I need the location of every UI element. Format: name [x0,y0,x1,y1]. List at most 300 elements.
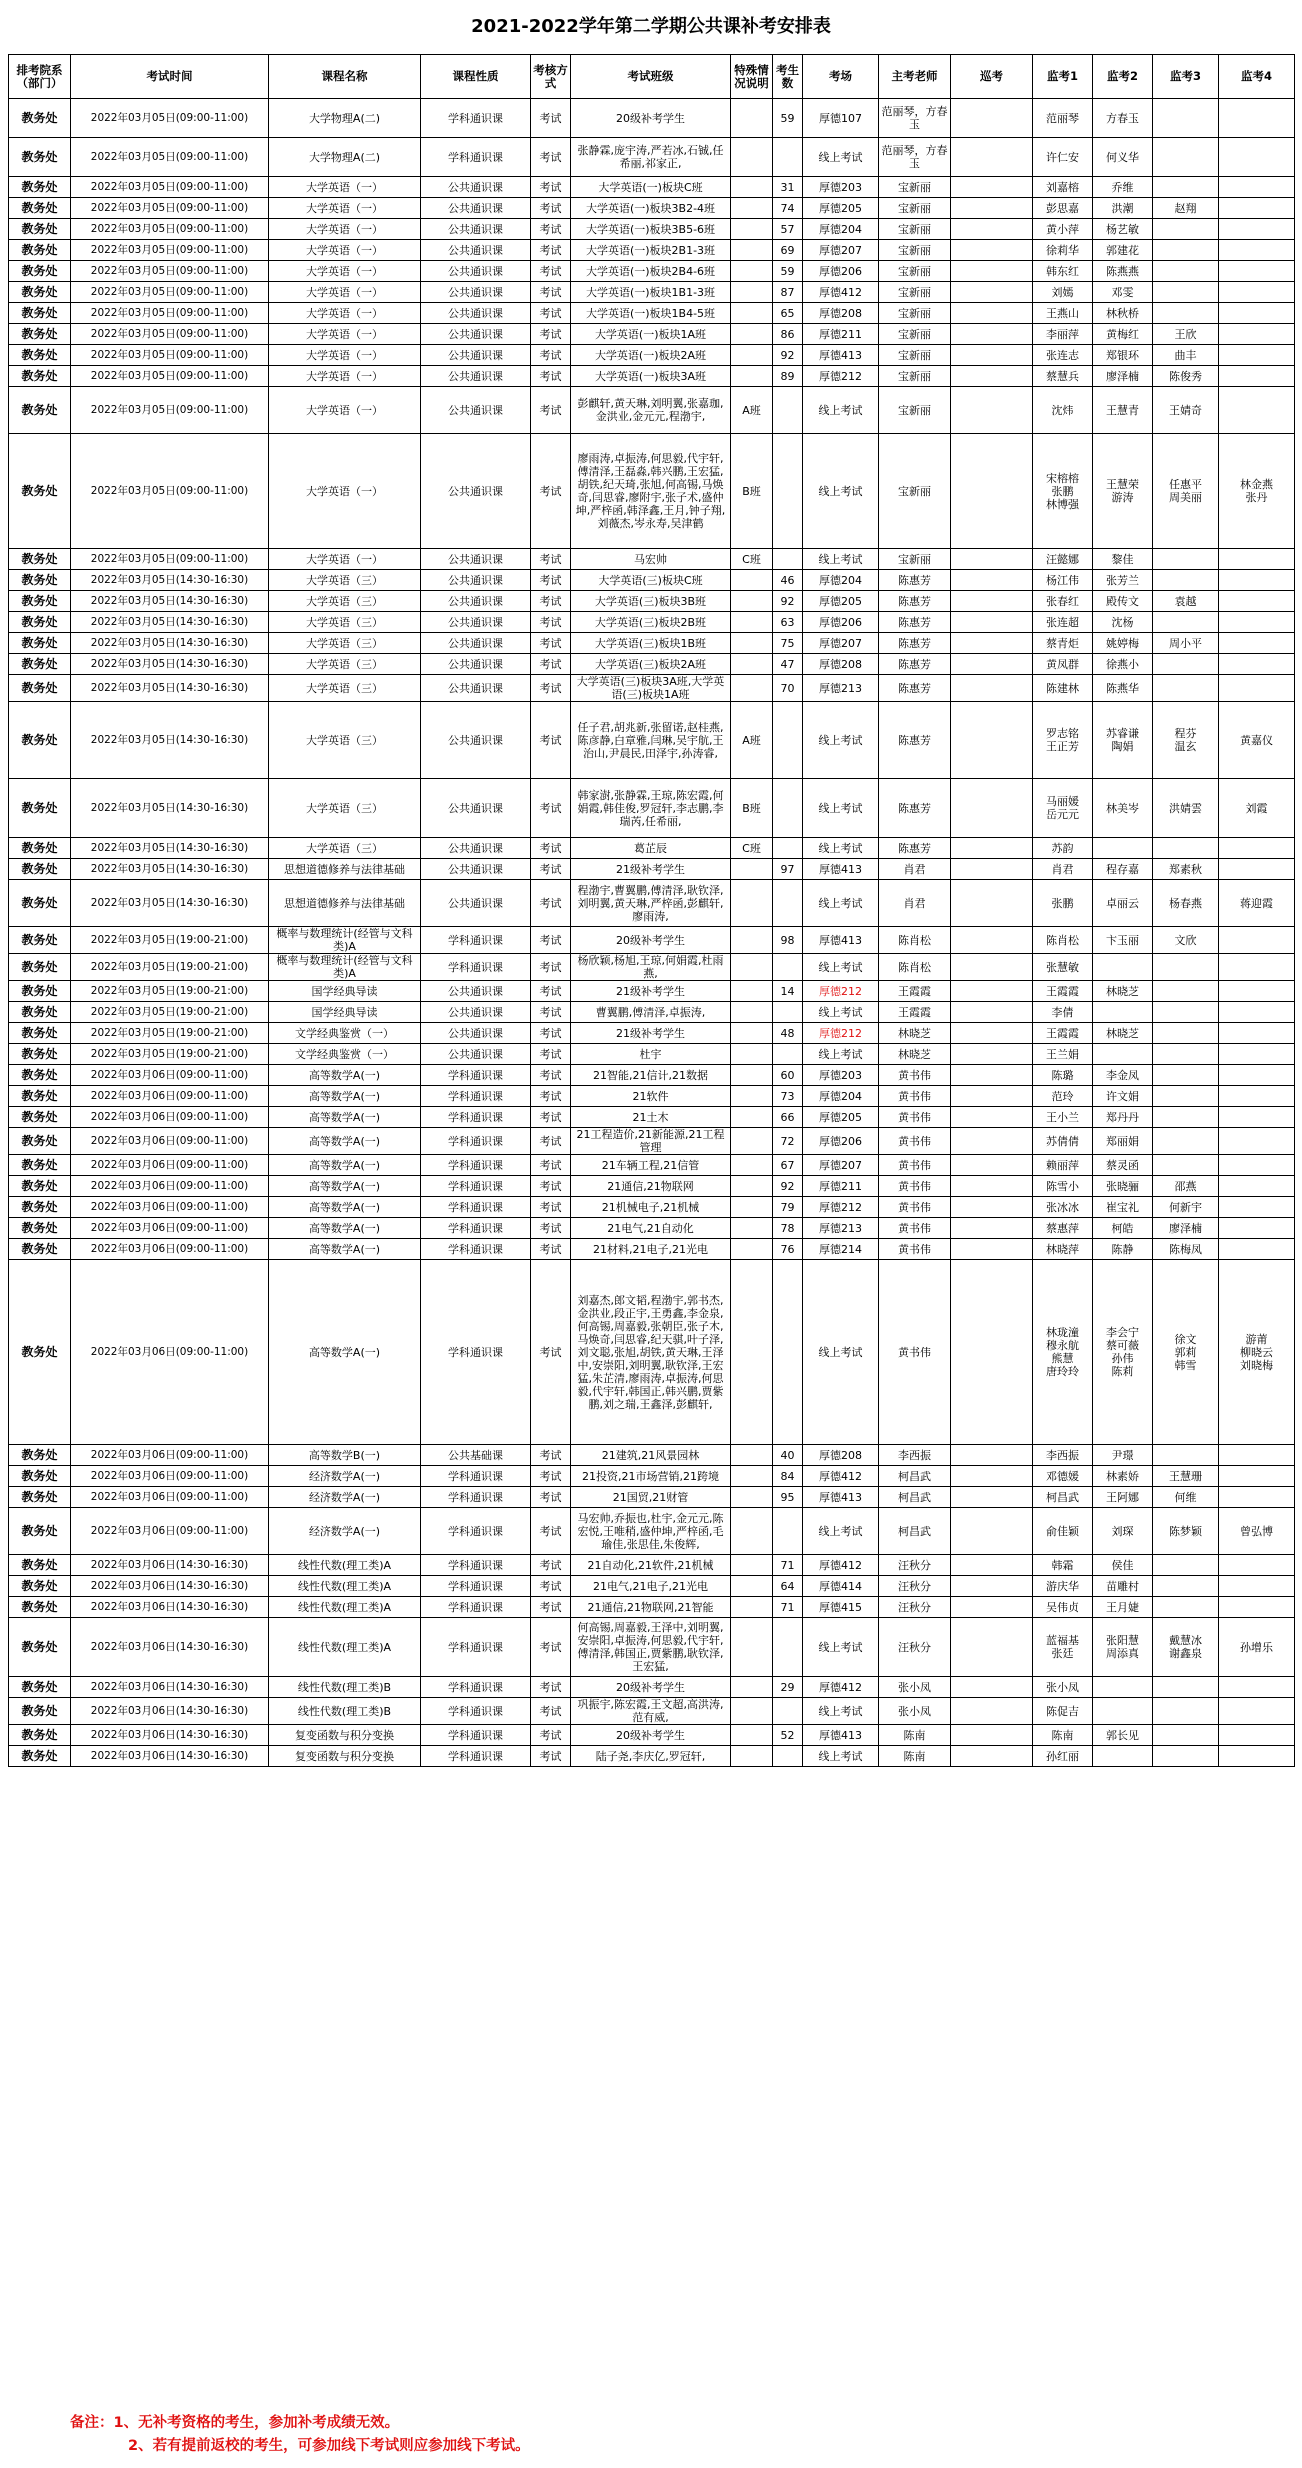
cell-exam-class: 大学英语(一)板块1A班 [571,324,731,345]
cell-course-type: 公共通识课 [421,303,531,324]
header-proctor-1: 监考1 [1033,55,1093,99]
cell-proctor-4 [1219,1445,1295,1466]
cell-course-name: 经济数学A(一) [269,1508,421,1555]
cell-assessment: 考试 [531,1445,571,1466]
cell-assessment: 考试 [531,198,571,219]
cell-special-note [731,1725,773,1746]
cell-exam-room: 厚德413 [803,1487,879,1508]
table-row [9,927,1295,954]
cell-assessment: 考试 [531,1155,571,1176]
cell-course-name: 大学英语（一） [269,303,421,324]
cell-proctor-1: 李丽萍 [1033,324,1093,345]
header-proctor-4: 监考4 [1219,55,1295,99]
cell-dept: 教务处 [9,654,71,675]
cell-chief-examiner: 黄书伟 [879,1128,951,1155]
cell-course-type: 公共基础课 [421,1445,531,1466]
table-row [9,612,1295,633]
cell-exam-time: 2022年03月05日(19:00-21:00) [71,954,269,981]
cell-proctor-4 [1219,570,1295,591]
cell-assessment: 考试 [531,779,571,838]
cell-course-type: 公共通识课 [421,324,531,345]
cell-student-count: 78 [773,1218,803,1239]
cell-patrol [951,633,1033,654]
cell-chief-examiner: 范丽琴，方春玉 [879,99,951,138]
cell-course-name: 大学英语（一） [269,219,421,240]
cell-assessment: 考试 [531,282,571,303]
cell-proctor-4 [1219,1555,1295,1576]
cell-dept: 教务处 [9,880,71,927]
cell-proctor-4 [1219,1176,1295,1197]
cell-special-note [731,981,773,1002]
cell-patrol [951,612,1033,633]
cell-special-note [731,1128,773,1155]
cell-proctor-4 [1219,303,1295,324]
cell-patrol [951,880,1033,927]
cell-proctor-3 [1153,570,1219,591]
cell-proctor-1: 吴伟贞 [1033,1597,1093,1618]
cell-patrol [951,1065,1033,1086]
cell-course-type: 学科通识课 [421,1155,531,1176]
cell-proctor-4 [1219,1197,1295,1218]
table-row [9,99,1295,138]
cell-exam-class: 21投资,21市场营销,21跨境 [571,1466,731,1487]
cell-dept: 教务处 [9,138,71,177]
table-row [9,1197,1295,1218]
cell-chief-examiner: 宝新丽 [879,177,951,198]
cell-proctor-2: 李会宁 蔡可薇 孙伟 陈莉 [1093,1260,1153,1445]
table-row [9,675,1295,702]
cell-exam-time: 2022年03月05日(14:30-16:30) [71,859,269,880]
cell-proctor-3 [1153,303,1219,324]
cell-proctor-3 [1153,1128,1219,1155]
cell-course-name: 高等数学A(一) [269,1107,421,1128]
cell-proctor-1: 韩东红 [1033,261,1093,282]
cell-proctor-3 [1153,675,1219,702]
cell-dept: 教务处 [9,1176,71,1197]
cell-assessment: 考试 [531,1466,571,1487]
cell-dept: 教务处 [9,1597,71,1618]
cell-proctor-1: 赖丽萍 [1033,1155,1093,1176]
cell-exam-room: 厚德412 [803,1677,879,1698]
cell-exam-room: 厚德206 [803,1128,879,1155]
cell-proctor-2: 黄梅红 [1093,324,1153,345]
cell-proctor-3 [1153,612,1219,633]
cell-exam-class: 马宏帅,乔振也,杜宇,金元元,陈宏悦,王唯稍,盛仲坤,严梓函,毛瑜佳,张思佳,朱俊辉, [571,1508,731,1555]
cell-assessment: 考试 [531,702,571,779]
cell-assessment: 考试 [531,1698,571,1725]
cell-exam-time: 2022年03月06日(09:00-11:00) [71,1107,269,1128]
cell-proctor-2: 林晓芝 [1093,1023,1153,1044]
cell-assessment: 考试 [531,1677,571,1698]
cell-patrol [951,591,1033,612]
cell-exam-class: 大学英语(一)板块C班 [571,177,731,198]
cell-exam-room: 线上考试 [803,1508,879,1555]
cell-chief-examiner: 陈肖松 [879,954,951,981]
cell-patrol [951,981,1033,1002]
cell-proctor-1: 刘嘉榕 [1033,177,1093,198]
cell-exam-room: 厚德207 [803,1155,879,1176]
cell-dept: 教务处 [9,99,71,138]
cell-proctor-4 [1219,1487,1295,1508]
cell-proctor-3 [1153,219,1219,240]
cell-proctor-2: 郑丹丹 [1093,1107,1153,1128]
cell-course-name: 大学英语（一） [269,177,421,198]
cell-patrol [951,1487,1033,1508]
cell-exam-room: 厚德211 [803,1176,879,1197]
header-proctor-2: 监考2 [1093,55,1153,99]
cell-exam-room: 线上考试 [803,387,879,434]
cell-dept: 教务处 [9,1677,71,1698]
cell-chief-examiner: 王霞霞 [879,1002,951,1023]
cell-patrol [951,927,1033,954]
cell-chief-examiner: 黄书伟 [879,1086,951,1107]
cell-proctor-4 [1219,177,1295,198]
cell-proctor-1: 沈炜 [1033,387,1093,434]
cell-course-name: 经济数学A(一) [269,1487,421,1508]
cell-special-note [731,303,773,324]
cell-assessment: 考试 [531,1128,571,1155]
cell-proctor-2: 洪潮 [1093,198,1153,219]
cell-exam-class: 刘嘉杰,郎文韬,程渤宇,郭书杰,金洪业,段正宇,王勇鑫,李金泉,何高锡,周嘉毅,张朝臣,张子木,马焕奇,闫思睿,纪天骐,叶子泽,刘文聪,张旭,胡铁,黄天琳,王泽中,安崇阳,刘明翼,耿钦泽,王宏猛,朱芷清,廖雨涛,卓振涛,何思毅,代宇轩,韩国正,韩兴鹏,贾紫鹏,刘之瑞,王鑫泽,彭麒轩, [571,1260,731,1445]
cell-proctor-4 [1219,1107,1295,1128]
cell-exam-time: 2022年03月06日(09:00-11:00) [71,1487,269,1508]
cell-course-name: 复变函数与积分变换 [269,1725,421,1746]
cell-exam-time: 2022年03月06日(14:30-16:30) [71,1677,269,1698]
cell-course-type: 公共通识课 [421,366,531,387]
cell-course-name: 线性代数(理工类)B [269,1698,421,1725]
cell-dept: 教务处 [9,219,71,240]
cell-dept: 教务处 [9,954,71,981]
cell-patrol [951,1086,1033,1107]
table-row [9,1466,1295,1487]
cell-special-note [731,1002,773,1023]
cell-proctor-3 [1153,261,1219,282]
cell-patrol [951,1155,1033,1176]
cell-course-name: 线性代数(理工类)B [269,1677,421,1698]
cell-course-name: 国学经典导读 [269,1002,421,1023]
cell-dept: 教务处 [9,981,71,1002]
cell-proctor-1: 罗志铭 王正芳 [1033,702,1093,779]
cell-patrol [951,1239,1033,1260]
cell-assessment: 考试 [531,138,571,177]
cell-dept: 教务处 [9,1002,71,1023]
cell-student-count: 66 [773,1107,803,1128]
table-row [9,1725,1295,1746]
cell-dept: 教务处 [9,1746,71,1767]
cell-proctor-1: 黄凤群 [1033,654,1093,675]
table-row [9,1445,1295,1466]
cell-patrol [951,1618,1033,1677]
cell-proctor-1: 韩霜 [1033,1555,1093,1576]
cell-exam-class: 大学英语(一)板块1B4-5班 [571,303,731,324]
cell-special-note [731,138,773,177]
cell-proctor-3: 任惠平 周美丽 [1153,434,1219,549]
cell-proctor-4 [1219,1725,1295,1746]
cell-student-count: 40 [773,1445,803,1466]
cell-course-name: 线性代数(理工类)A [269,1576,421,1597]
cell-course-type: 学科通识课 [421,138,531,177]
cell-special-note [731,1197,773,1218]
cell-proctor-2: 王月婕 [1093,1597,1153,1618]
cell-exam-time: 2022年03月06日(14:30-16:30) [71,1746,269,1767]
note-line-1: 备注：1、无补考资格的考生，参加补考成绩无效。 [70,2415,400,2431]
cell-dept: 教务处 [9,612,71,633]
cell-special-note [731,1218,773,1239]
cell-exam-time: 2022年03月05日(19:00-21:00) [71,1023,269,1044]
cell-proctor-3 [1153,1023,1219,1044]
header-student-count: 考生数 [773,55,803,99]
cell-dept: 教务处 [9,838,71,859]
cell-exam-time: 2022年03月05日(14:30-16:30) [71,612,269,633]
cell-chief-examiner: 柯昌武 [879,1487,951,1508]
cell-course-type: 公共通识课 [421,1044,531,1065]
cell-exam-time: 2022年03月05日(09:00-11:00) [71,549,269,570]
cell-special-note [731,1746,773,1767]
cell-proctor-3 [1153,954,1219,981]
cell-patrol [951,1023,1033,1044]
cell-exam-class: 何高锡,周嘉毅,王泽中,刘明翼,安崇阳,卓振涛,何思毅,代宇轩,傅清泽,韩国正,贾紫鹏,耿钦泽,王宏猛, [571,1618,731,1677]
cell-assessment: 考试 [531,1176,571,1197]
cell-course-type: 公共通识课 [421,261,531,282]
cell-course-type: 公共通识课 [421,198,531,219]
cell-special-note [731,240,773,261]
cell-proctor-1: 刘嫣 [1033,282,1093,303]
cell-dept: 教务处 [9,177,71,198]
cell-exam-room: 线上考试 [803,1746,879,1767]
cell-course-type: 公共通识课 [421,675,531,702]
cell-student-count: 59 [773,99,803,138]
cell-exam-room: 厚德212 [803,366,879,387]
cell-exam-time: 2022年03月05日(09:00-11:00) [71,261,269,282]
cell-assessment: 考试 [531,570,571,591]
cell-patrol [951,1128,1033,1155]
cell-exam-class: 大学英语(三)板块2B班 [571,612,731,633]
cell-student-count: 48 [773,1023,803,1044]
cell-proctor-3 [1153,654,1219,675]
table-row [9,1487,1295,1508]
table-header-row [9,55,1295,99]
cell-student-count: 75 [773,633,803,654]
cell-proctor-2 [1093,838,1153,859]
cell-proctor-2: 许文娟 [1093,1086,1153,1107]
cell-assessment: 考试 [531,387,571,434]
cell-patrol [951,1197,1033,1218]
cell-assessment: 考试 [531,954,571,981]
cell-proctor-3 [1153,1677,1219,1698]
table-row [9,1260,1295,1445]
cell-course-type: 学科通识课 [421,1239,531,1260]
cell-exam-room: 厚德413 [803,345,879,366]
table-row [9,654,1295,675]
table-row [9,1677,1295,1698]
cell-exam-class: 21通信,21物联网,21智能 [571,1597,731,1618]
cell-student-count: 92 [773,345,803,366]
cell-exam-class: 21电气,21电子,21光电 [571,1576,731,1597]
cell-special-note [731,1155,773,1176]
cell-student-count [773,1044,803,1065]
cell-student-count: 73 [773,1086,803,1107]
cell-proctor-2: 黎佳 [1093,549,1153,570]
header-course-name: 课程名称 [269,55,421,99]
cell-exam-time: 2022年03月05日(14:30-16:30) [71,675,269,702]
cell-course-type: 公共通识课 [421,570,531,591]
cell-student-count: 47 [773,654,803,675]
cell-patrol [951,261,1033,282]
cell-exam-time: 2022年03月05日(09:00-11:00) [71,99,269,138]
cell-proctor-4 [1219,1239,1295,1260]
table-row [9,1176,1295,1197]
cell-proctor-1: 张慧敏 [1033,954,1093,981]
cell-chief-examiner: 宝新丽 [879,387,951,434]
cell-proctor-4 [1219,1677,1295,1698]
cell-special-note [731,1576,773,1597]
cell-exam-time: 2022年03月06日(14:30-16:30) [71,1555,269,1576]
cell-course-name: 大学英语（三） [269,675,421,702]
cell-exam-room: 厚德208 [803,654,879,675]
cell-proctor-2: 王慧荣 游涛 [1093,434,1153,549]
cell-chief-examiner: 宝新丽 [879,366,951,387]
cell-course-name: 文学经典鉴赏（一） [269,1044,421,1065]
table-row [9,1044,1295,1065]
table-row [9,633,1295,654]
cell-course-type: 学科通识课 [421,1698,531,1725]
cell-exam-room: 厚德208 [803,303,879,324]
cell-dept: 教务处 [9,282,71,303]
cell-course-name: 大学英语（一） [269,261,421,282]
cell-assessment: 考试 [531,1508,571,1555]
cell-chief-examiner: 陈惠芳 [879,838,951,859]
cell-course-name: 线性代数(理工类)A [269,1597,421,1618]
cell-dept: 教务处 [9,702,71,779]
cell-student-count: 71 [773,1555,803,1576]
cell-special-note [731,177,773,198]
cell-proctor-2: 陈燕燕 [1093,261,1153,282]
cell-dept: 教务处 [9,633,71,654]
cell-course-name: 大学英语（一） [269,387,421,434]
table-row [9,177,1295,198]
cell-proctor-2: 徐燕小 [1093,654,1153,675]
cell-dept: 教务处 [9,198,71,219]
cell-chief-examiner: 范丽琴，方春玉 [879,138,951,177]
cell-special-note [731,612,773,633]
cell-exam-time: 2022年03月05日(09:00-11:00) [71,240,269,261]
cell-exam-time: 2022年03月05日(09:00-11:00) [71,387,269,434]
cell-student-count [773,702,803,779]
cell-chief-examiner: 柯昌武 [879,1508,951,1555]
cell-assessment: 考试 [531,838,571,859]
cell-student-count [773,954,803,981]
cell-dept: 教务处 [9,591,71,612]
table-row [9,1746,1295,1767]
cell-proctor-1: 王霞霞 [1033,981,1093,1002]
cell-student-count [773,838,803,859]
cell-course-type: 学科通识课 [421,1576,531,1597]
cell-special-note: B班 [731,779,773,838]
cell-student-count: 14 [773,981,803,1002]
cell-exam-class: 巩振宇,陈宏霞,王文超,高洪涛,范有威, [571,1698,731,1725]
cell-special-note [731,859,773,880]
cell-proctor-4 [1219,612,1295,633]
cell-proctor-1: 游庆华 [1033,1576,1093,1597]
cell-course-type: 学科通识课 [421,1218,531,1239]
cell-proctor-1: 张鹏 [1033,880,1093,927]
cell-chief-examiner: 陈惠芳 [879,591,951,612]
cell-assessment: 考试 [531,1576,571,1597]
cell-special-note [731,1508,773,1555]
cell-exam-room: 厚德212 [803,1197,879,1218]
cell-exam-class: 程渤宇,曹翼鹏,傅清泽,耿钦泽,刘明翼,黄天琳,严梓函,彭麒轩,廖雨涛, [571,880,731,927]
cell-assessment: 考试 [531,880,571,927]
cell-exam-class: 大学英语(三)板块3B班 [571,591,731,612]
cell-patrol [951,387,1033,434]
cell-course-name: 大学英语（一） [269,198,421,219]
cell-assessment: 考试 [531,1618,571,1677]
cell-chief-examiner: 柯昌武 [879,1466,951,1487]
cell-dept: 教务处 [9,1487,71,1508]
cell-course-type: 学科通识课 [421,1065,531,1086]
cell-course-name: 高等数学A(一) [269,1197,421,1218]
cell-course-name: 高等数学B(一) [269,1445,421,1466]
cell-dept: 教务处 [9,345,71,366]
cell-exam-class: 彭麒轩,黄天琳,刘明翼,张嘉珈,金洪业,金元元,程渤宇, [571,387,731,434]
cell-patrol [951,675,1033,702]
cell-proctor-1: 宋榕榕 张鹏 林博强 [1033,434,1093,549]
cell-proctor-1: 徐莉华 [1033,240,1093,261]
cell-exam-time: 2022年03月05日(14:30-16:30) [71,702,269,779]
cell-exam-room: 线上考试 [803,880,879,927]
cell-special-note [731,324,773,345]
cell-proctor-2: 姚婷梅 [1093,633,1153,654]
cell-dept: 教务处 [9,1725,71,1746]
cell-course-name: 大学物理A(二) [269,138,421,177]
cell-assessment: 考试 [531,1218,571,1239]
cell-dept: 教务处 [9,366,71,387]
cell-exam-room: 线上考试 [803,138,879,177]
cell-proctor-4 [1219,591,1295,612]
cell-exam-room: 厚德413 [803,927,879,954]
cell-proctor-1: 李倩 [1033,1002,1093,1023]
cell-exam-time: 2022年03月06日(09:00-11:00) [71,1128,269,1155]
cell-proctor-4 [1219,387,1295,434]
cell-dept: 教务处 [9,1065,71,1086]
table-row [9,1065,1295,1086]
cell-chief-examiner: 陈南 [879,1746,951,1767]
cell-patrol [951,654,1033,675]
cell-proctor-3 [1153,1698,1219,1725]
cell-dept: 教务处 [9,434,71,549]
cell-dept: 教务处 [9,261,71,282]
cell-proctor-2: 李金凤 [1093,1065,1153,1086]
cell-proctor-2: 蔡灵函 [1093,1155,1153,1176]
cell-student-count: 79 [773,1197,803,1218]
cell-chief-examiner: 汪秋分 [879,1555,951,1576]
table-row [9,1555,1295,1576]
cell-dept: 教务处 [9,1239,71,1260]
cell-proctor-4 [1219,1218,1295,1239]
cell-exam-time: 2022年03月05日(19:00-21:00) [71,981,269,1002]
cell-special-note [731,198,773,219]
cell-special-note [731,1239,773,1260]
cell-proctor-1: 陈建林 [1033,675,1093,702]
cell-chief-examiner: 陈惠芳 [879,675,951,702]
cell-patrol [951,1677,1033,1698]
cell-exam-room: 线上考试 [803,1260,879,1445]
cell-student-count: 67 [773,1155,803,1176]
cell-proctor-4 [1219,1155,1295,1176]
cell-course-name: 高等数学A(一) [269,1176,421,1197]
cell-patrol [951,138,1033,177]
table-row [9,1597,1295,1618]
